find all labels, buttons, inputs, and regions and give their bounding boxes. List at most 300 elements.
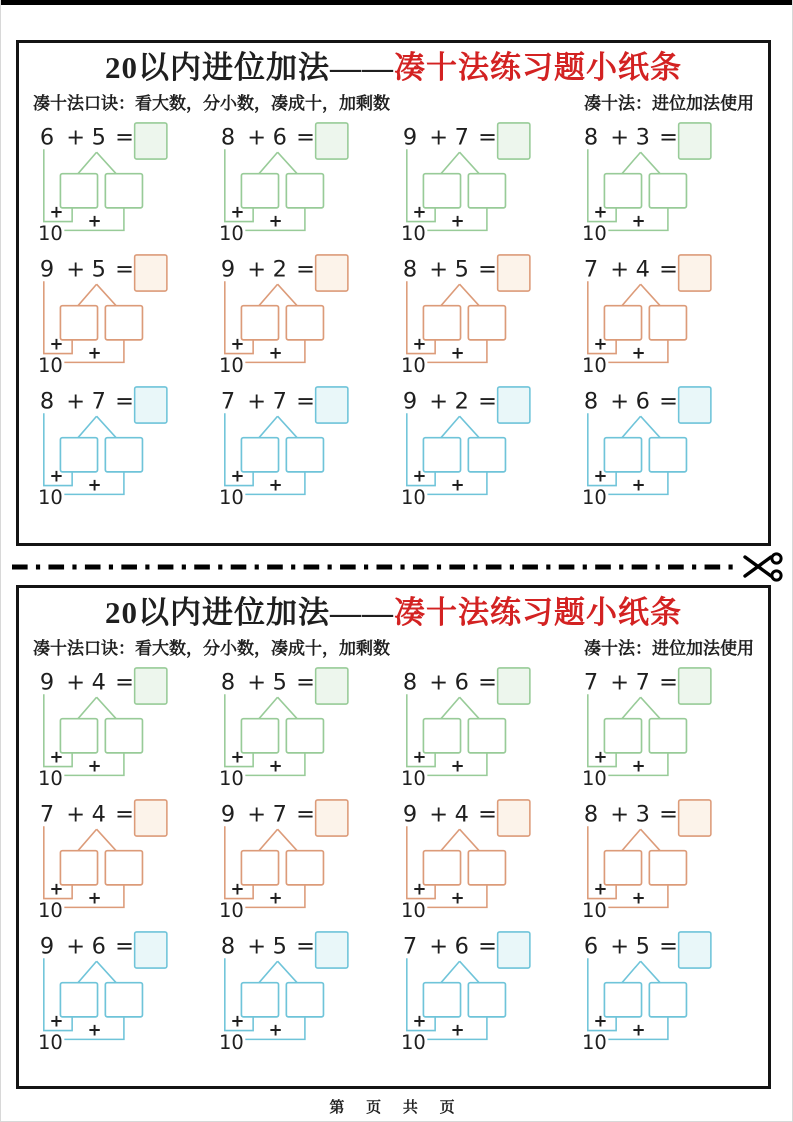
problem-item — [575, 251, 756, 377]
split-line-right — [640, 152, 660, 173]
make-ten-diagram — [575, 383, 753, 509]
problem-item — [212, 251, 393, 377]
split-box-1 — [423, 173, 460, 207]
make-ten-diagram — [31, 664, 209, 790]
mnemonic-text: 凑十法口诀：看大数，分小数，凑成十，加剩数 — [33, 638, 390, 658]
second-plus-sign: + — [87, 211, 102, 231]
problem-item — [31, 664, 212, 790]
split-line-right — [278, 829, 298, 850]
split-box-1 — [60, 305, 97, 339]
split-line-left — [78, 829, 97, 850]
plus-sign: + — [247, 801, 267, 828]
make-ten-diagram — [575, 664, 753, 790]
split-box-1 — [60, 437, 97, 471]
addend-b: 5 — [272, 669, 288, 696]
split-box-1 — [423, 305, 460, 339]
equals-sign: = — [658, 933, 678, 960]
second-plus-sign: + — [87, 888, 102, 908]
addend-a: 9 — [39, 669, 55, 696]
make-ten-diagram — [31, 119, 209, 245]
make-ten-diagram — [575, 251, 753, 377]
split-line-left — [78, 152, 97, 173]
answer-box — [497, 387, 529, 423]
second-plus-sign: + — [268, 343, 283, 363]
make-ten-diagram — [394, 251, 572, 377]
problem-item — [394, 664, 575, 790]
second-plus-sign: + — [450, 1020, 465, 1040]
split-box-2 — [105, 305, 142, 339]
plus-sign: + — [610, 801, 629, 828]
plus-sign: + — [610, 256, 629, 283]
scissors-icon — [743, 552, 785, 582]
addend-b: 7 — [272, 388, 288, 415]
second-plus-sign: + — [450, 475, 465, 495]
make-ten-diagram — [212, 251, 390, 377]
addend-b: 4 — [91, 669, 106, 696]
addend-a: 9 — [402, 801, 417, 828]
second-plus-sign: + — [450, 343, 465, 363]
addend-b: 5 — [91, 124, 106, 151]
addend-a: 7 — [39, 801, 55, 828]
split-line-left — [622, 152, 641, 173]
second-plus-sign: + — [268, 475, 283, 495]
mnemonic-text: 凑十法口诀：看大数，分小数，凑成十，加剩数 — [33, 93, 390, 113]
split-box-1 — [242, 982, 279, 1016]
plus-sign: + — [66, 933, 86, 960]
answer-box — [316, 668, 348, 704]
bracket-plus-sign: + — [49, 202, 64, 222]
title-red-part: 凑十法练习题小纸条 — [394, 50, 682, 85]
split-line-left — [259, 829, 278, 850]
addend-a: 9 — [221, 256, 236, 283]
worksheet-slip-top — [16, 40, 771, 546]
problem-grid — [31, 119, 756, 509]
addend-a: 9 — [402, 388, 417, 415]
equals-sign: = — [658, 124, 678, 151]
ten-label: 10 — [37, 221, 63, 245]
addend-a: 7 — [402, 933, 417, 960]
plus-sign: + — [428, 933, 448, 960]
addend-b: 5 — [91, 256, 106, 283]
ten-label: 10 — [581, 221, 607, 245]
addend-b: 5 — [454, 256, 469, 283]
bracket-plus-sign: + — [593, 334, 608, 354]
plus-sign: + — [66, 124, 86, 151]
addend-b: 6 — [454, 669, 469, 696]
ten-label: 10 — [37, 766, 63, 790]
split-line-left — [441, 416, 460, 437]
answer-box — [497, 932, 529, 968]
answer-box — [678, 668, 710, 704]
equals-sign: = — [296, 801, 316, 828]
second-plus-sign: + — [450, 211, 465, 231]
equals-sign: = — [477, 124, 497, 151]
addend-b: 6 — [272, 124, 288, 151]
split-box-1 — [242, 305, 279, 339]
split-line-right — [459, 829, 479, 850]
bracket-plus-sign: + — [593, 202, 608, 222]
split-box-2 — [468, 982, 505, 1016]
problem-item — [575, 383, 756, 509]
split-line-left — [441, 961, 460, 982]
make-ten-diagram — [394, 119, 572, 245]
split-box-1 — [604, 437, 641, 471]
split-box-2 — [649, 850, 686, 884]
ten-label: 10 — [37, 1030, 63, 1054]
split-line-right — [278, 961, 298, 982]
answer-box — [497, 668, 529, 704]
addend-a: 7 — [221, 388, 236, 415]
split-line-left — [259, 152, 278, 173]
ten-label: 10 — [581, 766, 607, 790]
problem-item — [394, 928, 575, 1054]
answer-box — [678, 255, 710, 291]
split-box-2 — [105, 173, 142, 207]
equals-sign: = — [296, 933, 316, 960]
split-box-2 — [287, 437, 324, 471]
split-line-right — [459, 961, 479, 982]
addend-a: 8 — [583, 388, 598, 415]
addend-b: 5 — [635, 933, 650, 960]
addend-a: 6 — [39, 124, 55, 151]
answer-box — [316, 932, 348, 968]
subtitle-row — [31, 634, 756, 659]
ten-label: 10 — [581, 898, 607, 922]
ten-label: 10 — [37, 353, 63, 377]
bracket-plus-sign: + — [49, 466, 64, 486]
make-ten-diagram — [31, 928, 209, 1054]
plus-sign: + — [247, 256, 267, 283]
second-plus-sign: + — [87, 756, 102, 776]
problem-item — [394, 251, 575, 377]
split-line-left — [78, 961, 97, 982]
split-line-right — [640, 416, 660, 437]
split-line-right — [640, 697, 660, 718]
addend-b: 6 — [91, 933, 106, 960]
equals-sign: = — [296, 256, 316, 283]
bracket-plus-sign: + — [230, 202, 245, 222]
plus-sign: + — [610, 124, 629, 151]
problem-item — [212, 383, 393, 509]
answer-box — [497, 123, 529, 159]
equals-sign: = — [296, 124, 316, 151]
addend-a: 9 — [221, 801, 236, 828]
second-plus-sign: + — [268, 756, 283, 776]
ten-label: 10 — [581, 353, 607, 377]
split-box-1 — [242, 718, 279, 752]
split-box-1 — [604, 982, 641, 1016]
plus-sign: + — [66, 669, 86, 696]
split-line-right — [278, 152, 298, 173]
problem-item — [575, 928, 756, 1054]
make-ten-diagram — [212, 664, 390, 790]
answer-box — [316, 800, 348, 836]
title-black-part: 20以内进位加法—— — [105, 50, 394, 85]
addend-b: 4 — [91, 801, 106, 828]
problem-item — [31, 796, 212, 922]
cut-line — [12, 551, 785, 583]
usage-note-text: 凑十法：进位加法使用 — [584, 93, 754, 113]
split-line-right — [97, 829, 117, 850]
answer-box — [678, 123, 710, 159]
addend-b: 7 — [272, 801, 288, 828]
equals-sign: = — [115, 256, 134, 283]
addend-a: 9 — [402, 124, 417, 151]
addend-b: 3 — [635, 801, 650, 828]
page-number-footer: 第 页 共 页 — [329, 1100, 464, 1116]
split-line-right — [459, 284, 479, 305]
split-line-left — [441, 284, 460, 305]
problem-item — [575, 119, 756, 245]
ten-label: 10 — [400, 766, 426, 790]
usage-note-text: 凑十法：进位加法使用 — [584, 638, 754, 658]
second-plus-sign: + — [631, 211, 646, 231]
split-line-left — [622, 829, 641, 850]
ten-label: 10 — [219, 766, 245, 790]
make-ten-diagram — [212, 928, 390, 1054]
split-line-right — [278, 284, 298, 305]
answer-box — [678, 387, 710, 423]
make-ten-diagram — [212, 383, 390, 509]
ten-label: 10 — [400, 898, 426, 922]
split-box-1 — [604, 718, 641, 752]
addend-a: 9 — [39, 933, 55, 960]
problem-item — [212, 796, 393, 922]
addend-b: 6 — [635, 388, 650, 415]
split-line-right — [97, 697, 117, 718]
make-ten-diagram — [212, 796, 390, 922]
problem-item — [31, 383, 212, 509]
addend-a: 8 — [221, 933, 236, 960]
split-line-left — [78, 697, 97, 718]
second-plus-sign: + — [631, 343, 646, 363]
second-plus-sign: + — [450, 756, 465, 776]
ten-label: 10 — [400, 485, 426, 509]
split-box-2 — [468, 305, 505, 339]
subtitle-row — [31, 89, 756, 114]
answer-box — [135, 932, 167, 968]
equals-sign: = — [296, 388, 316, 415]
answer-box — [135, 255, 167, 291]
equals-sign: = — [477, 801, 497, 828]
addend-a: 9 — [39, 256, 55, 283]
problem-item — [575, 796, 756, 922]
split-line-left — [441, 152, 460, 173]
plus-sign: + — [428, 801, 448, 828]
split-line-left — [622, 961, 641, 982]
addend-a: 8 — [221, 669, 236, 696]
answer-box — [497, 800, 529, 836]
split-box-1 — [60, 718, 97, 752]
bracket-plus-sign: + — [593, 747, 608, 767]
addend-a: 7 — [583, 669, 598, 696]
split-line-left — [441, 829, 460, 850]
second-plus-sign: + — [631, 475, 646, 495]
make-ten-diagram — [394, 928, 572, 1054]
split-box-2 — [649, 437, 686, 471]
problem-item — [575, 664, 756, 790]
second-plus-sign: + — [631, 888, 646, 908]
split-box-1 — [423, 850, 460, 884]
equals-sign: = — [115, 801, 134, 828]
plus-sign: + — [428, 256, 448, 283]
split-box-2 — [468, 437, 505, 471]
problem-item — [212, 664, 393, 790]
title-black-part: 20以内进位加法—— — [105, 595, 394, 630]
bracket-plus-sign: + — [412, 202, 426, 222]
equals-sign: = — [296, 669, 316, 696]
split-box-2 — [287, 982, 324, 1016]
answer-box — [497, 255, 529, 291]
split-line-right — [640, 829, 660, 850]
split-line-right — [459, 697, 479, 718]
split-line-right — [640, 284, 660, 305]
title-red-part: 凑十法练习题小纸条 — [394, 595, 682, 630]
split-line-left — [441, 697, 460, 718]
plus-sign: + — [610, 933, 629, 960]
second-plus-sign: + — [450, 888, 465, 908]
ten-label: 10 — [37, 898, 63, 922]
second-plus-sign: + — [87, 343, 102, 363]
split-box-1 — [604, 850, 641, 884]
addend-b: 2 — [272, 256, 288, 283]
second-plus-sign: + — [268, 211, 283, 231]
equals-sign: = — [477, 388, 497, 415]
ten-label: 10 — [219, 353, 245, 377]
plus-sign: + — [247, 669, 267, 696]
addend-b: 6 — [454, 933, 469, 960]
split-box-2 — [287, 718, 324, 752]
answer-box — [316, 387, 348, 423]
answer-box — [135, 800, 167, 836]
bracket-plus-sign: + — [593, 879, 608, 899]
split-box-1 — [423, 982, 460, 1016]
make-ten-diagram — [394, 383, 572, 509]
problem-item — [394, 119, 575, 245]
equals-sign: = — [115, 933, 134, 960]
answer-box — [678, 800, 710, 836]
split-box-2 — [468, 718, 505, 752]
ten-label: 10 — [400, 221, 426, 245]
split-box-1 — [242, 437, 279, 471]
answer-box — [678, 932, 710, 968]
answer-box — [316, 255, 348, 291]
split-line-right — [97, 961, 117, 982]
make-ten-diagram — [31, 796, 209, 922]
addend-b: 7 — [454, 124, 469, 151]
make-ten-diagram — [575, 119, 753, 245]
bracket-plus-sign: + — [593, 1011, 608, 1031]
split-box-1 — [60, 850, 97, 884]
addend-a: 8 — [221, 124, 236, 151]
split-box-1 — [423, 718, 460, 752]
bracket-plus-sign: + — [230, 466, 245, 486]
split-box-2 — [649, 305, 686, 339]
plus-sign: + — [247, 124, 267, 151]
page-top-border — [0, 0, 793, 5]
addend-b: 4 — [635, 256, 650, 283]
problem-grid — [31, 664, 756, 1054]
worksheet-slip-bottom — [16, 585, 771, 1089]
ten-label: 10 — [219, 898, 245, 922]
addend-a: 8 — [402, 669, 417, 696]
equals-sign: = — [115, 388, 134, 415]
make-ten-diagram — [575, 796, 753, 922]
worksheet-title — [31, 594, 756, 633]
split-line-right — [97, 416, 117, 437]
problem-item — [212, 928, 393, 1054]
problem-item — [212, 119, 393, 245]
split-box-2 — [649, 173, 686, 207]
ten-label: 10 — [219, 485, 245, 509]
split-line-right — [97, 284, 117, 305]
split-box-2 — [468, 850, 505, 884]
split-line-left — [78, 416, 97, 437]
split-line-left — [259, 697, 278, 718]
split-line-right — [640, 961, 660, 982]
bracket-plus-sign: + — [49, 1011, 64, 1031]
ten-label: 10 — [581, 1030, 607, 1054]
bracket-plus-sign: + — [230, 334, 245, 354]
ten-label: 10 — [219, 1030, 245, 1054]
split-box-1 — [60, 173, 97, 207]
addend-a: 8 — [39, 388, 55, 415]
make-ten-diagram — [212, 119, 390, 245]
equals-sign: = — [658, 256, 678, 283]
addend-a: 8 — [402, 256, 417, 283]
bracket-plus-sign: + — [49, 747, 64, 767]
bracket-plus-sign: + — [593, 466, 608, 486]
problem-item — [31, 251, 212, 377]
answer-box — [135, 668, 167, 704]
bracket-plus-sign: + — [230, 747, 245, 767]
split-line-left — [622, 416, 641, 437]
problem-item — [394, 383, 575, 509]
make-ten-diagram — [31, 383, 209, 509]
split-box-2 — [649, 718, 686, 752]
split-box-1 — [604, 305, 641, 339]
equals-sign: = — [115, 124, 134, 151]
split-line-left — [259, 961, 278, 982]
equals-sign: = — [658, 801, 678, 828]
bracket-plus-sign: + — [49, 334, 64, 354]
split-line-left — [259, 416, 278, 437]
bracket-plus-sign: + — [230, 879, 245, 899]
split-line-left — [622, 697, 641, 718]
problem-item — [31, 928, 212, 1054]
split-box-1 — [242, 173, 279, 207]
plus-sign: + — [428, 124, 448, 151]
addend-b: 2 — [454, 388, 469, 415]
second-plus-sign: + — [87, 1020, 102, 1040]
second-plus-sign: + — [87, 475, 102, 495]
bracket-plus-sign: + — [412, 466, 426, 486]
equals-sign: = — [477, 933, 497, 960]
ten-label: 10 — [37, 485, 63, 509]
split-line-right — [97, 152, 117, 173]
plus-sign: + — [66, 801, 86, 828]
plus-sign: + — [247, 388, 267, 415]
addend-a: 8 — [583, 124, 598, 151]
problem-item — [394, 796, 575, 922]
addend-b: 5 — [272, 933, 288, 960]
split-box-2 — [287, 173, 324, 207]
ten-label: 10 — [400, 353, 426, 377]
split-box-2 — [649, 982, 686, 1016]
plus-sign: + — [428, 669, 448, 696]
split-box-2 — [287, 305, 324, 339]
make-ten-diagram — [394, 796, 572, 922]
